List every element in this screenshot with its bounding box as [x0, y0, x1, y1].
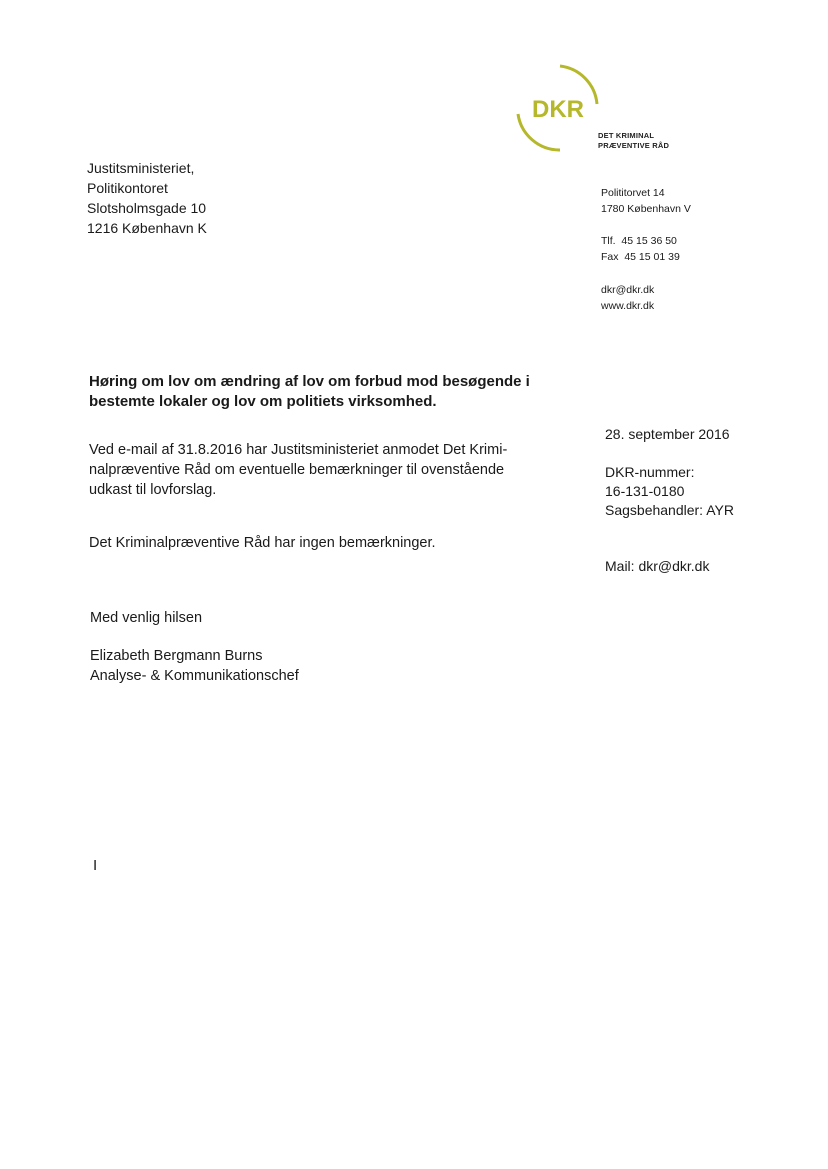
signature-block	[90, 646, 299, 686]
case-handler: Sagsbehandler: AYR	[605, 502, 734, 518]
sender-phone-line: Tlf. 45 15 36 50	[601, 235, 677, 247]
sender-address-line: Polititorvet 14	[601, 187, 665, 199]
logo-text: DKR	[532, 96, 584, 123]
case-reference	[605, 463, 734, 520]
logo-subtitle-line: DET KRIMINAL	[598, 131, 655, 140]
sender-website: www.dkr.dk	[601, 300, 655, 312]
signer-title: Analyse- & Kommunikationschef	[90, 668, 299, 684]
contact-mail: Mail: dkr@dkr.dk	[605, 558, 710, 574]
case-number-label: DKR-nummer:	[605, 464, 695, 480]
body-paragraph	[89, 440, 589, 500]
logo-subtitle-line: PRÆVENTIVE RÅD	[598, 141, 670, 150]
closing-greeting: Med venlig hilsen	[90, 610, 203, 626]
signer-name: Elizabeth Bergmann Burns	[90, 648, 263, 664]
sender-web	[601, 282, 654, 314]
sender-address	[601, 185, 691, 217]
body-line: Ved e-mail af 31.8.2016 har Justitsministeriet anmodet Det Krimi-	[89, 442, 508, 458]
recipient-line: Slotsholmsgade 10	[87, 200, 207, 216]
stray-mark: I	[93, 857, 98, 874]
subject-line: bestemte lokaler og lov om politiets virksomhed.	[89, 393, 437, 410]
subject-line: Høring om lov om ændring af lov om forbud mod besøgende i	[89, 373, 530, 390]
letter-date: 28. september 2016	[605, 426, 730, 442]
body-line: udkast til lovforslag.	[89, 482, 217, 498]
body-paragraph: Det Kriminalpræventive Råd har ingen bemærkninger.	[89, 535, 436, 551]
recipient-line: Justitsministeriet,	[87, 160, 195, 176]
recipient-line: Politikontoret	[87, 180, 168, 196]
recipient-address	[87, 158, 207, 238]
sender-email: dkr@dkr.dk	[601, 284, 655, 296]
logo-subtitle	[598, 131, 669, 151]
recipient-line: 1216 København K	[87, 220, 207, 236]
letter-subject	[89, 372, 604, 412]
body-line: nalpræventive Råd om eventuelle bemærkninger til ovenstående	[89, 462, 505, 478]
dkr-logo	[510, 62, 600, 152]
sender-fax-line: Fax 45 15 01 39	[601, 251, 680, 263]
sender-address-line: 1780 København V	[601, 203, 691, 215]
sender-phone	[601, 233, 680, 265]
case-number: 16-131-0180	[605, 483, 685, 499]
